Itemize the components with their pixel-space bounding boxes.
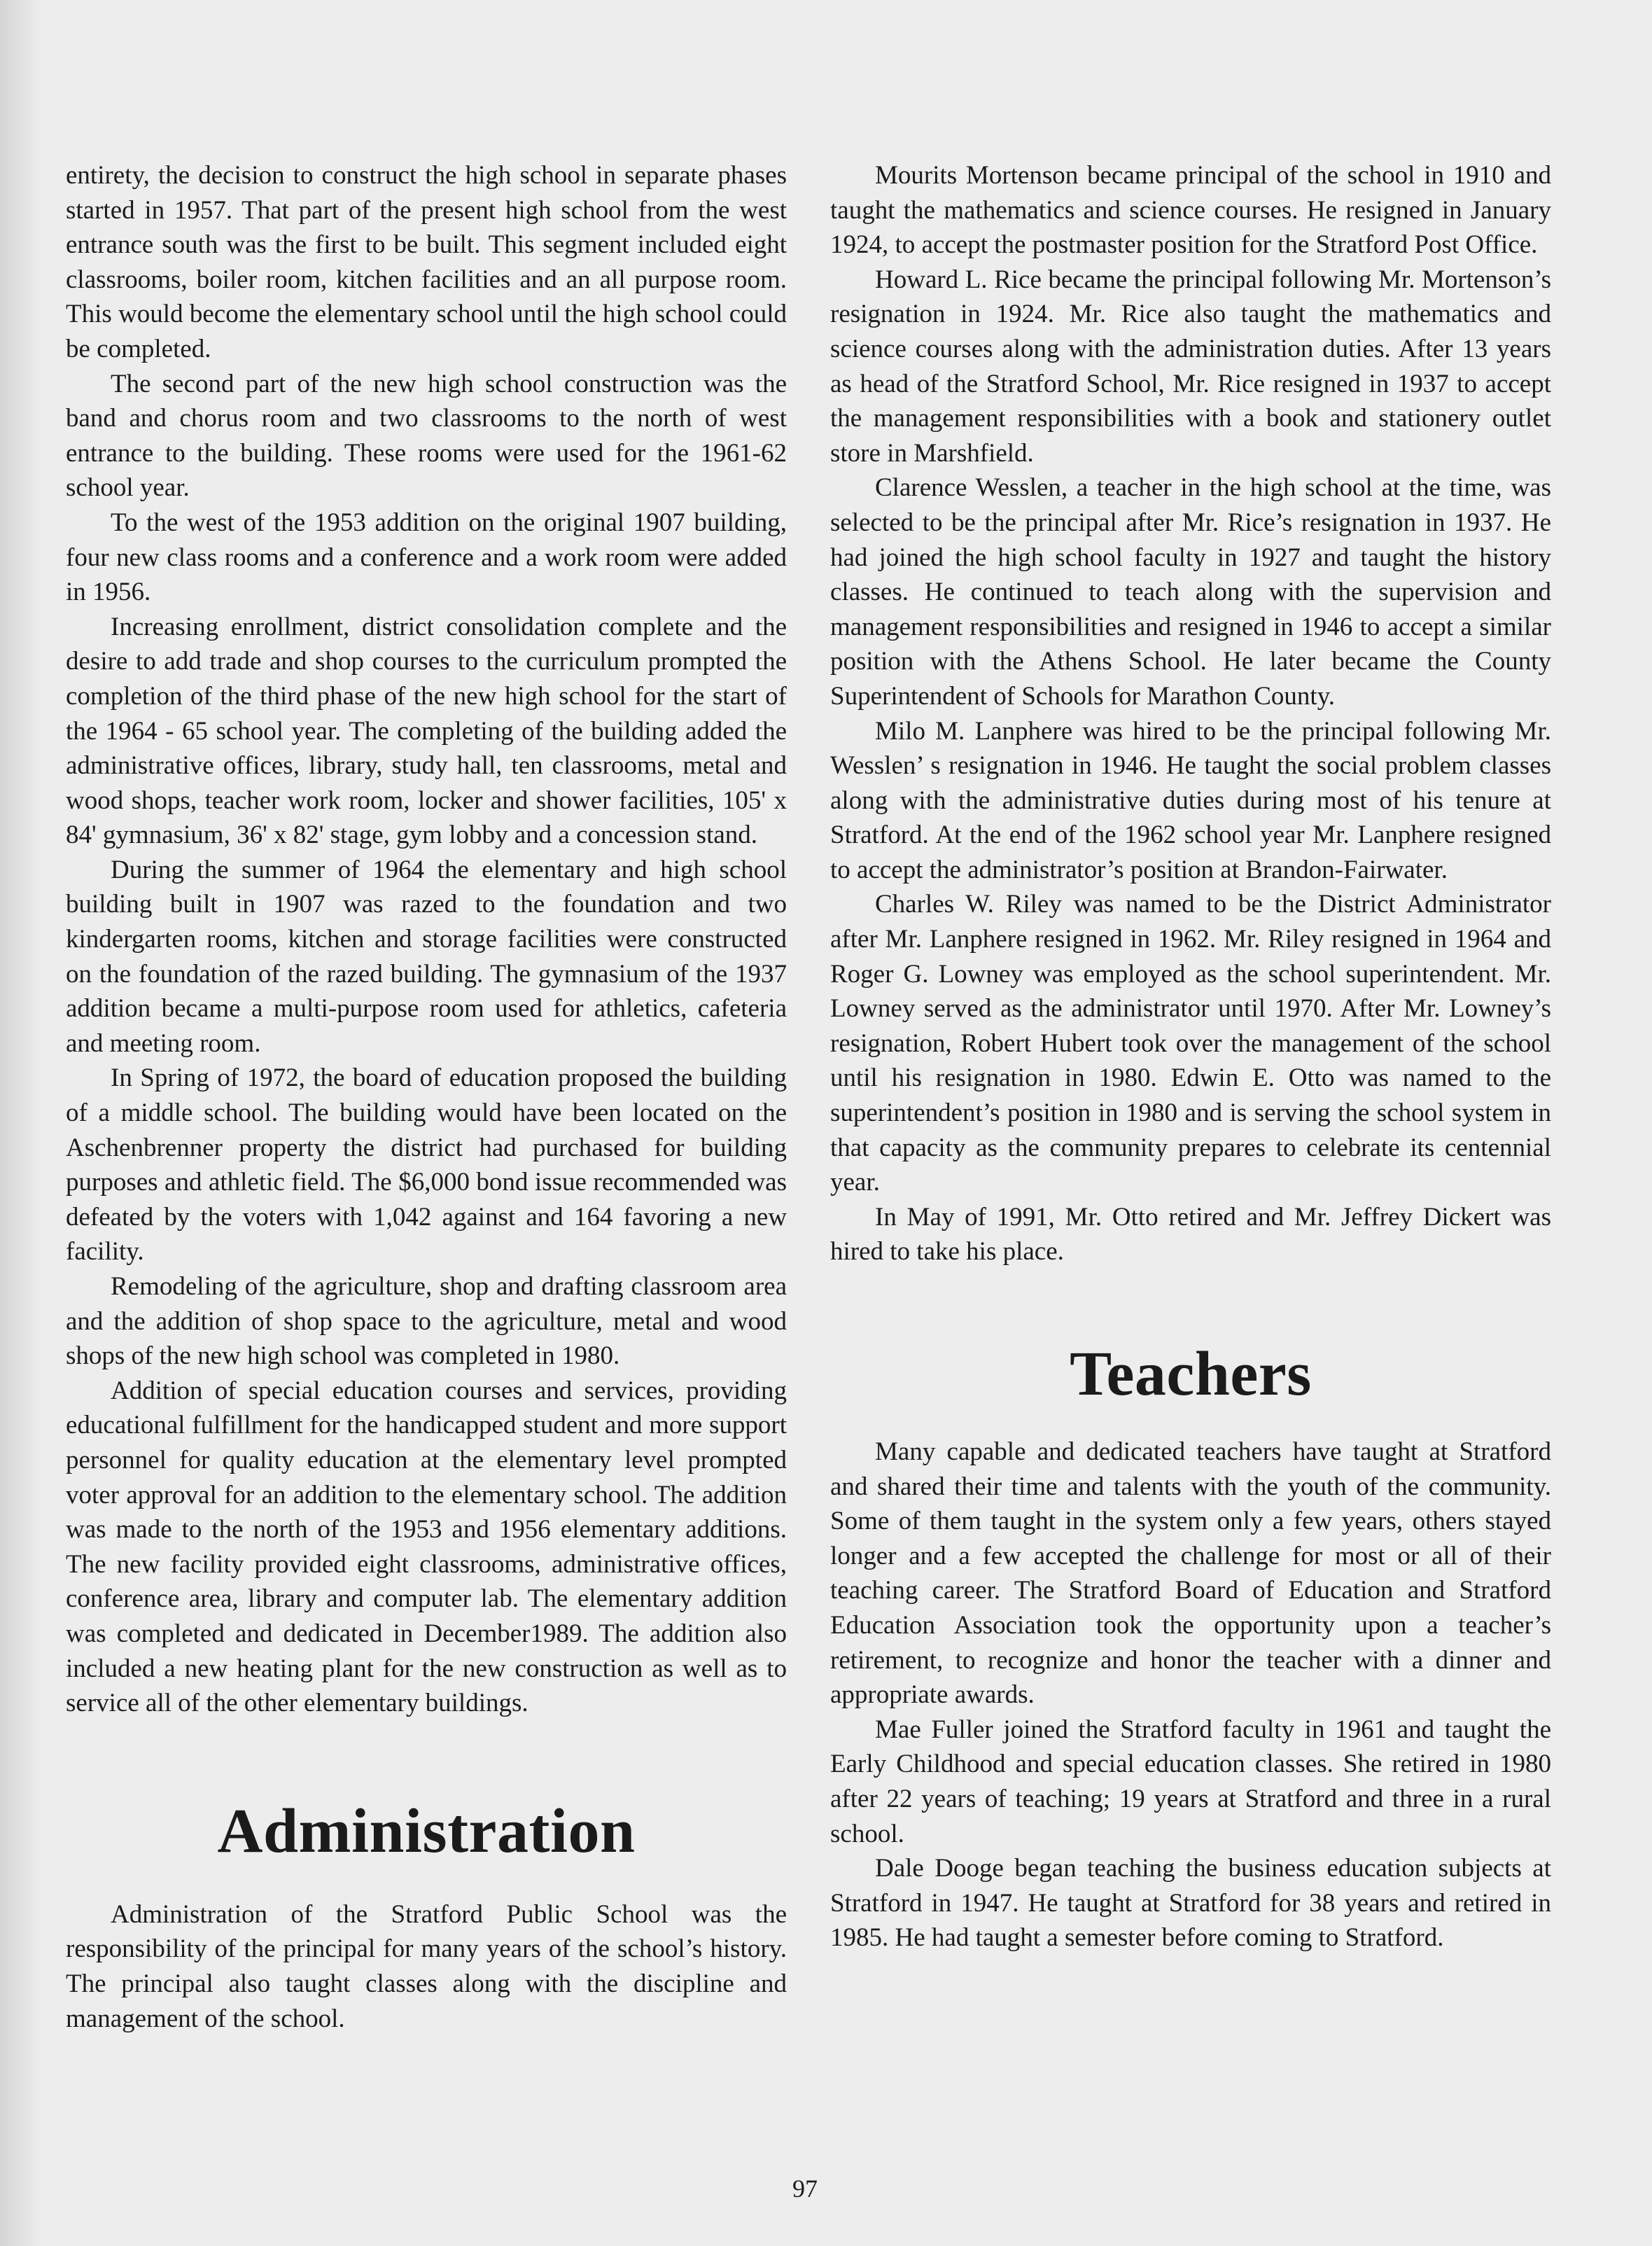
body-paragraph: During the summer of 1964 the elementary and high school building built in 1907 was razed to the foundation and two kindergarten rooms, kitchen and storage facilities were constructed on the foundation of the razed building. The gymnasium of the 1937 addition became a multi-purpose room used for athletics, cafeteria and meeting room. — [66, 855, 787, 1058]
body-paragraph: Increasing enrollment, district consolidation complete and the desire to add trade and shop courses to the curriculum prompted the completion of the third phase of the new high school for the start of the 1964 - 65 school year. The completing of the building added the administrative offices, library, study hall, ten classrooms, metal and wood shops, teacher work room, locker and shower facilities, 105' x 84' gymnasium, 36' x 82' stage, gym lobby and a concession stand. — [66, 612, 787, 850]
body-paragraph: Clarence Wesslen, a teacher in the high school at the time, was selected to be the principal after Mr. Rice’s resignation in 1937. He had joined the high school faculty in 1927 and taught the history classes. He continued to teach along with the supervision and management responsibilities and resigned in 1946 to accept a similar position with the Athens School. He later became the County Superintendent of Schools for Marathon County. — [830, 473, 1551, 711]
right-column — [830, 158, 1551, 1955]
body-paragraph: The second part of the new high school construction was the band and chorus room and two classrooms to the north of west entrance to the building. These rooms were used for the 1961-62 school year. — [66, 369, 787, 503]
body-paragraph: Charles W. Riley was named to be the District Administrator after Mr. Lanphere resigned in 1962. Mr. Riley resigned in 1964 and Roger G. Lowney was employed as the school superintendent. Mr. Lowney served as the administrator until 1970. After Mr. Lowney’s resignation, Robert Hubert took over the management of the school until his resignation in 1980. Edwin E. Otto was named to the superintendent’s position in 1980 and is serving the school system in that capacity as the community prepares to celebrate its centennial year. — [830, 890, 1551, 1197]
body-paragraph: entirety, the decision to construct the high school in separate phases started in 1957. That part of the present high school from the west entrance south was the first to be built. This segment included eight classrooms, boiler room, kitchen facilities and an all purpose room. This would become the elementary school until the high school could be completed. — [66, 161, 787, 363]
body-paragraph: Remodeling of the agriculture, shop and drafting classroom area and the addition of shop space to the agriculture, metal and wood shops of the new high school was completed in 1980. — [66, 1272, 787, 1371]
body-paragraph: Many capable and dedicated teachers have taught at Stratford and shared their time and talents with the youth of the community. Some of them taught in the system only a few years, others stayed longer and a few accepted the challenge for most or all of their teaching career. The Stratford Board of Education and Stratford Education Association took the opportunity upon a teacher’s retirement, to recognize and honor the teacher with a dinner and appropriate awards. — [830, 1437, 1551, 1710]
page-number: 97 — [792, 2175, 818, 2203]
body-paragraph: In Spring of 1972, the board of education proposed the building of a middle school. The building would have been located on the Aschenbrenner property the district had purchased for building purposes and athletic field. The $6,000 bond issue recommended was defeated by the voters with 1,042 against and 164 favoring a new facility. — [66, 1063, 787, 1267]
body-paragraph: Addition of special education courses and services, providing educational fulfillment for the handicapped student and more support personnel for quality education at the elementary level prompted voter approval for an addition to the elementary school. The addition was made to the north of the 1953 and 1956 elementary additions. The new facility provided eight classrooms, administrative offices, conference area, library and computer lab. The elementary addition was completed and dedicated in December1989. The addition also included a new heating plant for the new construction as well as to service all of the other elementary buildings. — [66, 1376, 787, 1718]
page-edge-shadow — [0, 0, 42, 2246]
left-column — [66, 158, 787, 2036]
body-paragraph: Administration of the Stratford Public School was the responsibility of the principal for many years of the school’s history. The principal also taught classes along with the discipline and management of the school. — [66, 1899, 787, 2033]
body-paragraph: In May of 1991, Mr. Otto retired and Mr. Jeffrey Dickert was hired to take his place. — [830, 1202, 1551, 1267]
body-paragraph: Milo M. Lanphere was hired to be the principal following Mr. Wesslen’ s resignation in 1946. He taught the social problem classes along with the administrative duties during most of his tenure at Stratford. At the end of the 1962 school year Mr. Lanphere resigned to accept the administrator’s position at Brandon-Fairwater. — [830, 716, 1551, 884]
administration-heading: Administration — [217, 1796, 636, 1866]
body-paragraph: Mae Fuller joined the Stratford faculty in 1961 and taught the Early Childhood and special education classes. She retired in 1980 after 22 years of teaching; 19 years at Stratford and three in a rural school. — [830, 1715, 1551, 1848]
body-paragraph: To the west of the 1953 addition on the original 1907 building, four new class rooms and a conference and a work room were added in 1956. — [66, 508, 787, 607]
body-paragraph: Mourits Mortenson became principal of the school in 1910 and taught the mathematics and science courses. He resigned in January 1924, to accept the postmaster position for the Stratford Post Office. — [830, 161, 1551, 260]
teachers-heading: Teachers — [1070, 1339, 1312, 1409]
body-paragraph: Howard L. Rice became the principal following Mr. Mortenson’s resignation in 1924. Mr. Rice also taught the mathematics and science courses along with the administration duties. After 13 years as head of the Stratford School, Mr. Rice resigned in 1937 to accept the management responsibilities with a book and stationery outlet store in Marshfield. — [830, 265, 1551, 468]
body-paragraph: Dale Dooge began teaching the business education subjects at Stratford in 1947. He taught at Stratford for 38 years and retired in 1985. He had taught a semester before coming to Stratford. — [830, 1854, 1551, 1953]
